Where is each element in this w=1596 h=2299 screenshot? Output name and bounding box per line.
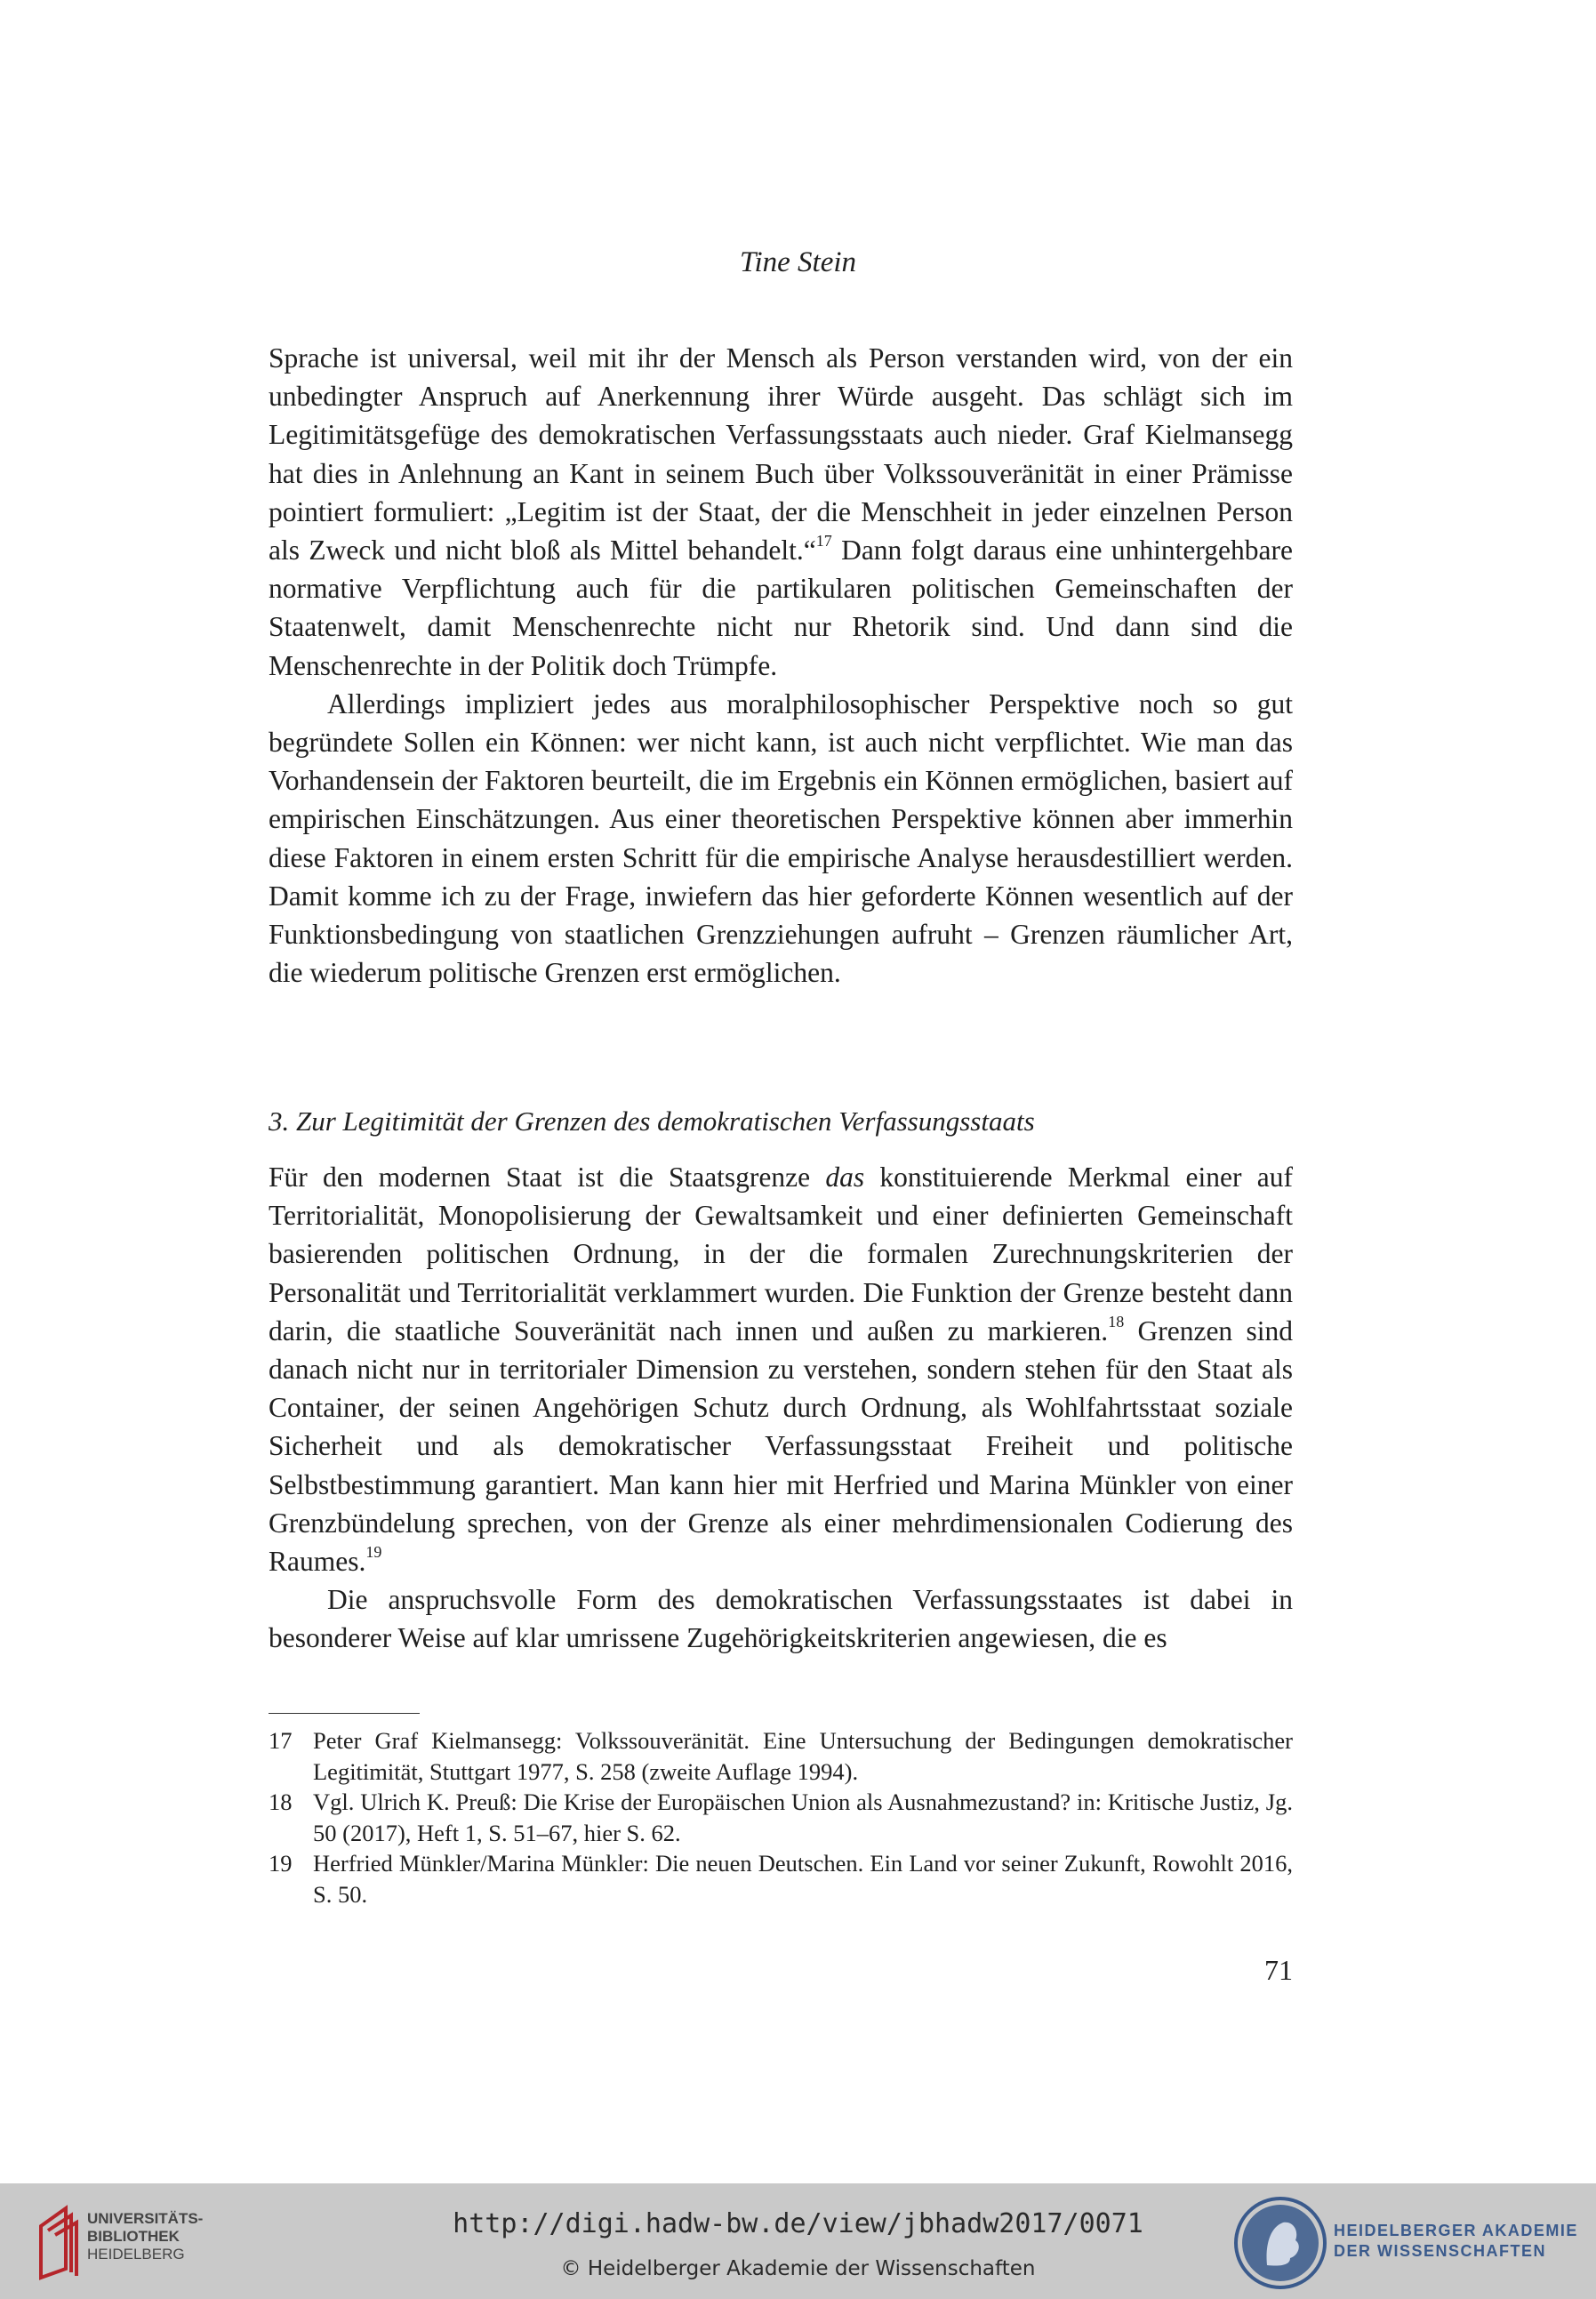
footnote-divider: [269, 1713, 420, 1714]
footnotes: [269, 1725, 1293, 1909]
library-line-1: UNIVERSITÄTS-: [87, 2210, 204, 2227]
footnote-number: 17: [269, 1727, 293, 1754]
footnote-number: 18: [269, 1789, 293, 1815]
paragraph-text: Grenzen sind danach nicht nur in territorialer Dimension zu verstehen, sondern stehen für den Staat als Container, der seinen Angehörigen Schutz durch Ordnung, als Wohlfahrtsstaat soziale Sicherheit und als demokratischer Verfassungsstaat Freiheit und politische Selbstbestimmung garantiert. Man kann hier mit Herfried und Marina Münkler von einer Grenzbündelung sprechen, von der Grenze als einer mehrdimensionalen Codierung des Raumes.: [269, 1314, 1293, 1578]
running-head: Tine Stein: [739, 246, 857, 278]
paragraph-3: [269, 1158, 1293, 1580]
paragraph-text: Allerdings impliziert jedes aus moralphilosophischer Perspektive noch so gut begründete Sollen ein Können: wer nicht kann, ist auch nicht verpflichtet. Wie man das Vorhandensein der Faktoren beurteilt, die im Ergebnis ein Können ermöglichen, basiert auf empirischen Einschätzungen. Aus einer theoretischen Perspektive können aber immerhin diese Faktoren in einem ersten Schritt für die empirische Analyse herausdestilliert werden. Damit komme ich zu der Frage, inwiefern das hier geforderte Können wesentlich auf der Funktionsbedingung von staatlichen Grenzziehungen aufruht – Grenzen räumlicher Art, die wiederum politische Grenzen erst ermöglichen.: [269, 687, 1293, 989]
copyright-notice: © Heidelberger Akademie der Wissenschaften: [560, 2257, 1036, 2280]
footnote-number: 19: [269, 1850, 293, 1877]
footnote-reference[interactable]: 17: [815, 532, 832, 551]
academy-logo-text: [1334, 2221, 1578, 2262]
footnote-text: Peter Graf Kielmansegg: Volkssouveränität. Eine Untersuchung der Bedingungen demokratischer Legitimität, Stuttgart 1977, S. 258 (zweite Auflage 1994).: [313, 1727, 1293, 1785]
paragraph-text: Die anspruchsvolle Form des demokratischen Verfassungsstaates ist dabei in besonderer Weise auf klar umrissene Zugehörigkeitskriterien angewiesen, die es: [269, 1584, 1293, 1654]
library-line-3: HEIDELBERG: [87, 2246, 185, 2263]
library-line-2: BIBLIOTHEK: [87, 2228, 180, 2245]
footnote-reference[interactable]: 19: [365, 1543, 382, 1562]
academy-line-1: HEIDELBERGER AKADEMIE: [1334, 2222, 1578, 2239]
body-text-bottom: [269, 1158, 1293, 1658]
footnote-text: Herfried Münkler/Marina Münkler: Die neuen Deutschen. Ein Land vor seiner Zukunft, Rowohlt 2016, S. 50.: [313, 1850, 1293, 1908]
paragraph-text: Dann folgt daraus eine unhintergehbare normative Verpflichtung auch für die partikularen politischen Gemeinschaften der Staatenwelt, damit Menschenrechte nicht nur Rhetorik sind. Und dann sind die Menschenrechte in der Politik doch Trümpfe.: [269, 535, 1293, 681]
section-heading: 3. Zur Legitimität der Grenzen des demokratischen Verfassungsstaats: [269, 1105, 1035, 1137]
emphasis-text: das: [825, 1162, 865, 1193]
paragraph-text: Sprache ist universal, weil mit ihr der Mensch als Person verstanden wird, von der ein unbedingter Anspruch auf Anerkennung ihrer Würde ausgeht. Das schlägt sich im Legitimitätsgefüge des demokratischen Verfassungsstaats auch nieder. Graf Kielmansegg hat dies in Anlehnung an Kant in seinem Buch über Volkssouveränität in einer Prämisse pointiert formuliert: „Legitim ist der Staat, der die Menschheit in jeder einzelnen Person als Zweck und nicht bloß als Mittel behandelt.“: [269, 342, 1293, 567]
academy-line-2: DER WISSENSCHAFTEN: [1334, 2242, 1547, 2260]
footnote-reference[interactable]: 18: [1108, 1312, 1125, 1330]
body-text-top: [269, 339, 1293, 992]
footnote-19: [269, 1848, 1293, 1909]
paragraph-2: [269, 685, 1293, 993]
permalink-url[interactable]: http://digi.hadw-bw.de/view/jbhadw2017/0071: [453, 2208, 1143, 2239]
paragraph-text: konstituierende Merkmal einer auf Territorialität, Monopolisierung der Gewaltsamkeit und einer definierten Gemeinschaft basierenden politischen Ordnung, in der die formalen Zurechnungskriterien der Personalität und Territorialität verklammert wurden. Die Funktion der Grenze besteht dann darin, die staatliche Souveränität nach innen und außen zu markieren.: [269, 1162, 1293, 1346]
paragraph-1: [269, 339, 1293, 685]
paragraph-text: Für den modernen Staat ist die Staatsgrenze: [269, 1162, 826, 1193]
paragraph-4: [269, 1580, 1293, 1657]
footer-bar: [0, 2183, 1596, 2299]
footnote-text: Vgl. Ulrich K. Preuß: Die Krise der Europäischen Union als Ausnahmezustand? in: Kritische Justiz, Jg. 50 (2017), Heft 1, S. 51–67, hier S. 62.: [313, 1789, 1293, 1846]
hadw-portrait-seal-icon: [1231, 2194, 1329, 2292]
footnote-17: [269, 1725, 1293, 1787]
footnote-18: [269, 1787, 1293, 1848]
page-number: 71: [1264, 1954, 1293, 1986]
